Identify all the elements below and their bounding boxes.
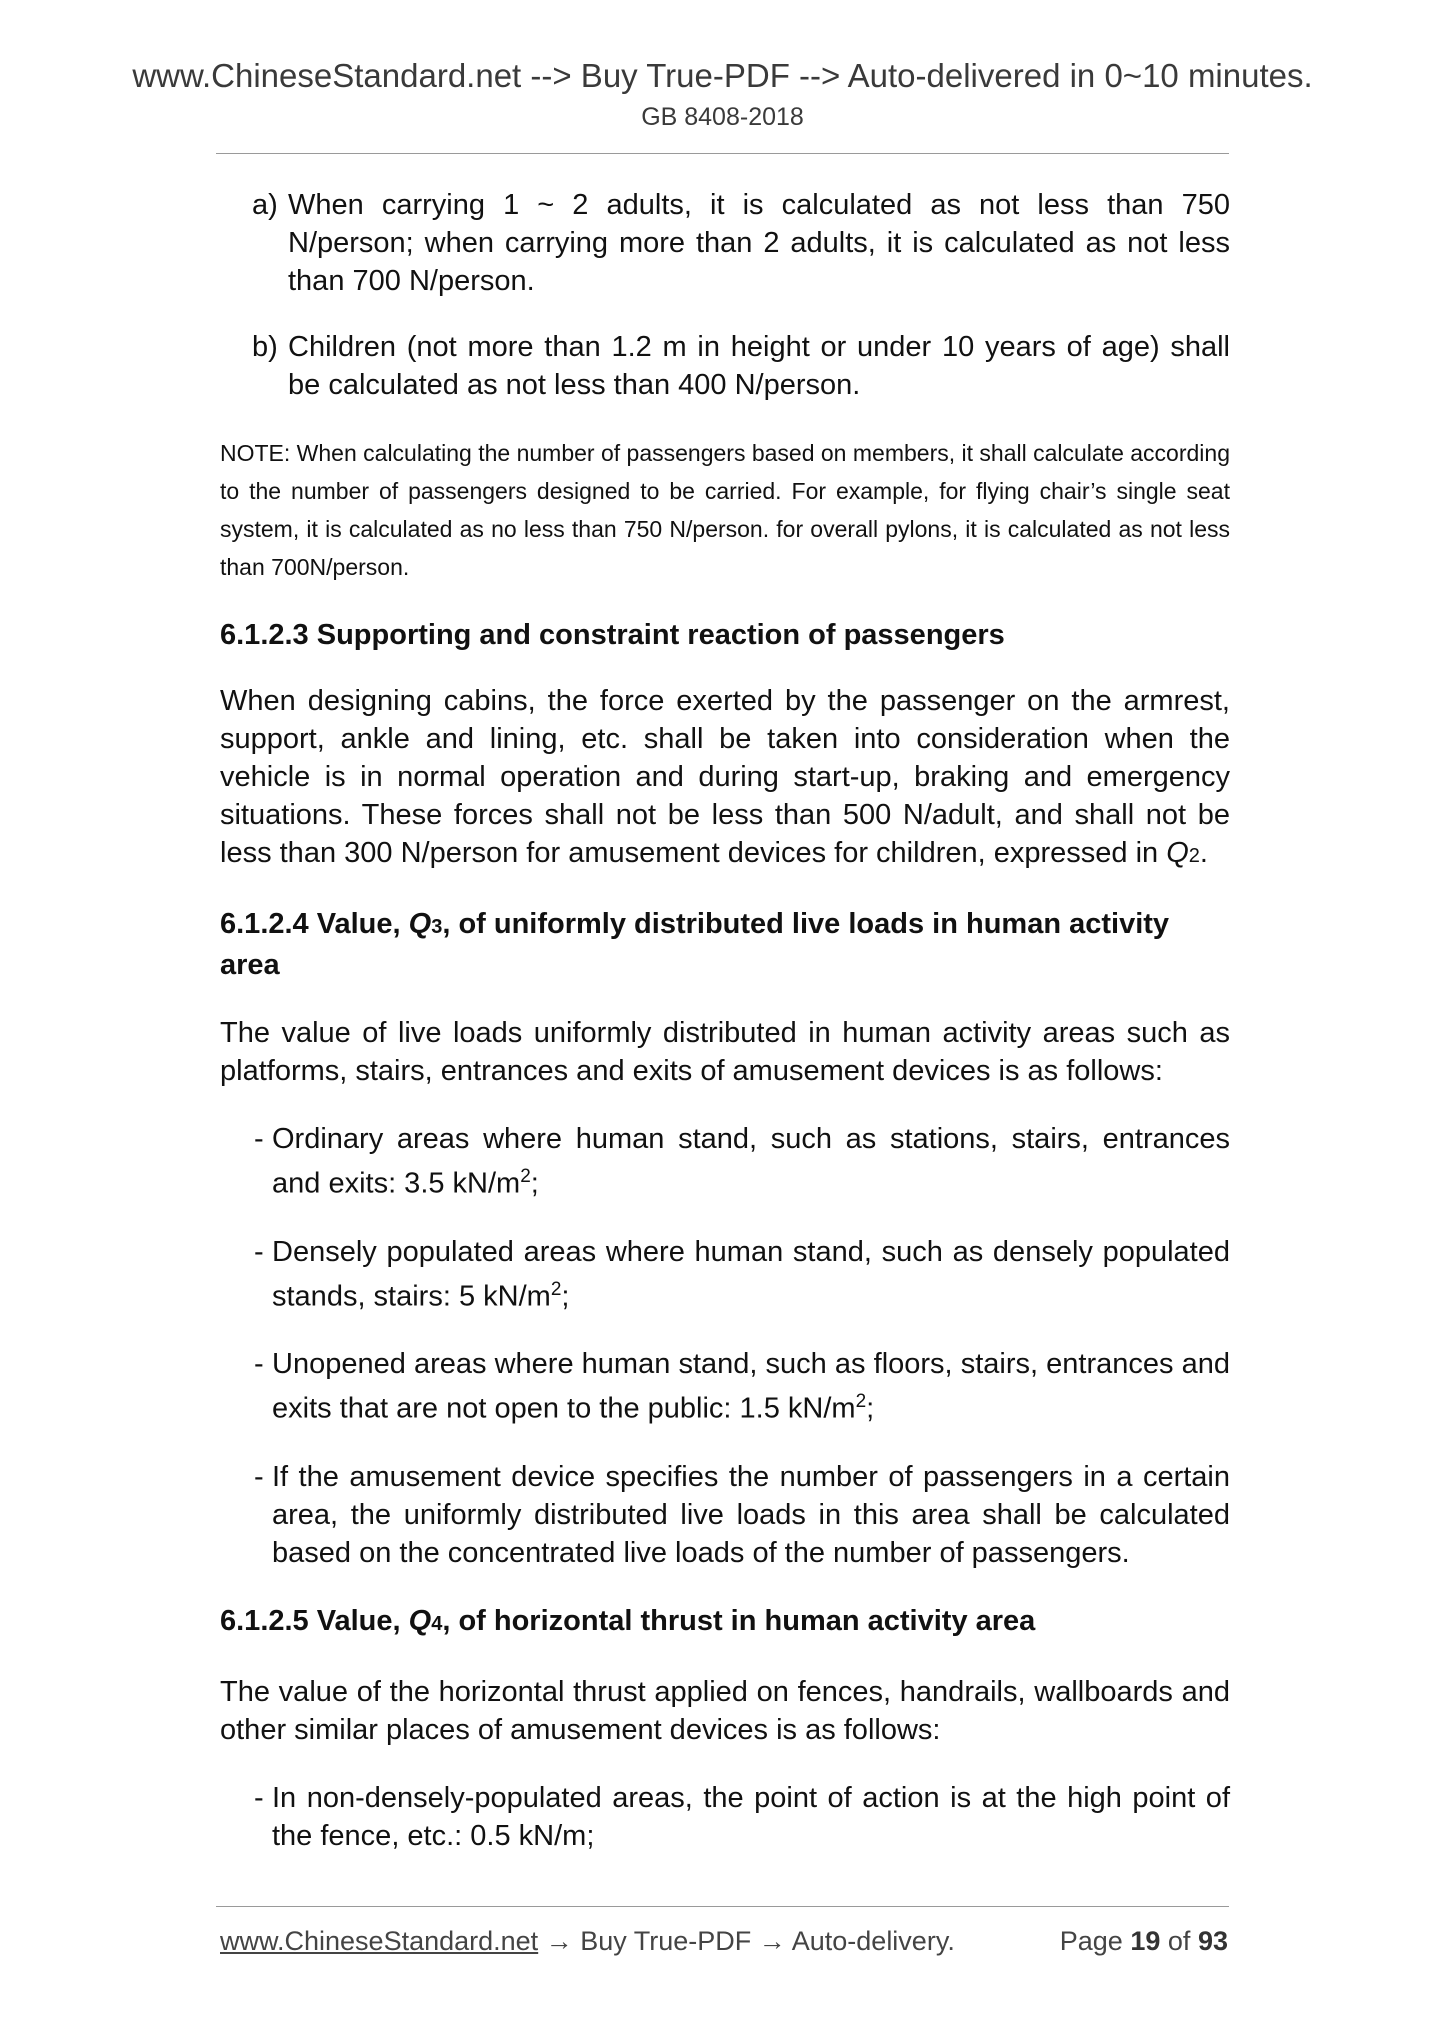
superscript: 2 [855, 1391, 867, 1413]
dash-marker: - [254, 1460, 264, 1493]
symbol-subscript: 2 [1188, 845, 1200, 867]
dash-item [220, 1779, 1230, 1855]
sentence-end: . [1199, 837, 1208, 869]
dash-item [220, 1345, 1230, 1428]
superscript: 2 [520, 1166, 531, 1187]
list-item-text: Children (not more than 1.2 m in height or under 10 years of age) shall be calculated as not less than 400 N/person. [288, 331, 1230, 401]
total-pages: 93 [1197, 1926, 1228, 1956]
dash-item-text: Densely populated areas where human stand, such as densely populated stands, stairs: 5 kN/m [272, 1235, 1230, 1313]
section-heading-6124 [220, 905, 1230, 984]
note-paragraph: NOTE: When calculating the number of passengers based on members, it shall calculate according to the number of passengers designed to be carried. For example, for flying chair’s single seat system, it is calculated as no less than 750 N/person. for overall pylons, it is calculated as not less than 700N/person. [220, 440, 1230, 580]
heading-suffix: , of horizontal thrust in human activity area [442, 1604, 1036, 1637]
dash-item [220, 1458, 1230, 1572]
section-heading-6123: 6.1.2.3 Supporting and constraint reaction of passengers [220, 619, 1005, 651]
item-end: ; [530, 1167, 539, 1200]
section-intro-6124: The value of live loads uniformly distributed in human activity areas such as platforms, stairs, entrances and exits of amusement devices is as follows: [220, 1017, 1230, 1087]
symbol-q: Q [408, 1604, 432, 1637]
of-label: of [1167, 1926, 1191, 1956]
symbol-subscript: 4 [431, 1612, 443, 1635]
header-banner: www.ChineseStandard.net --> Buy True-PDF --> Auto-delivered in 0~10 minutes. [132, 57, 1313, 94]
standard-code: GB 8408-2018 [641, 103, 804, 131]
dash-item-text: If the amusement device specifies the number of passengers in a certain area, the uniformly distributed live loads in this area shall be calculated based on the concentrated live loads of the number of passengers. [272, 1460, 1230, 1569]
page-number [1060, 1924, 1228, 1958]
dash-item [220, 1233, 1230, 1316]
section-intro-6125: The value of the horizontal thrust applied on fences, handrails, wallboards and other similar places of amusement devices is as follows: [220, 1675, 1230, 1746]
item-end: ; [866, 1392, 875, 1425]
dash-item [220, 1120, 1230, 1203]
header-divider [216, 153, 1229, 154]
dash-marker: - [254, 1781, 264, 1814]
page-content [220, 186, 1230, 1855]
dash-item-text: In non-densely-populated areas, the point of action is at the high point of the fence, etc.: 0.5 kN/m; [272, 1781, 1230, 1852]
list-item-text: When carrying 1 ~ 2 adults, it is calculated as not less than 750 N/person; when carrying more than 2 adults, it is calculated as not less than 700 N/person. [288, 189, 1230, 297]
heading-prefix: 6.1.2.4 Value, [220, 908, 401, 940]
dash-item-text: Ordinary areas where human stand, such as stations, stairs, entrances and exits: 3.5 kN/m [272, 1123, 1230, 1200]
footer-tagline: → Buy True-PDF → Auto-delivery. [538, 1926, 955, 1956]
dash-marker: - [254, 1348, 264, 1381]
dash-marker: - [254, 1235, 264, 1268]
footer-site-link[interactable]: www.ChineseStandard.net [220, 1926, 539, 1956]
section-heading-6125 [220, 1602, 1230, 1643]
item-end: ; [561, 1280, 570, 1313]
list-marker: a) [252, 189, 278, 221]
symbol-q: Q [408, 908, 432, 940]
dash-item-text: Unopened areas where human stand, such as floors, stairs, entrances and exits that are not open to the public: 1.5 kN/m [272, 1348, 1230, 1425]
heading-prefix: 6.1.2.5 Value, [220, 1604, 401, 1637]
symbol-q: Q [1166, 837, 1189, 869]
current-page: 19 [1130, 1926, 1161, 1956]
section-body-6123 [220, 682, 1230, 875]
footer-left [220, 1926, 955, 1956]
heading-suffix: , of uniformly distributed live loads in human activity area [220, 908, 1170, 981]
list-item-b [220, 328, 1230, 404]
page-footer [220, 1924, 1228, 1958]
list-marker: b) [252, 331, 278, 363]
list-item-a [220, 186, 1230, 300]
footer-divider [216, 1906, 1229, 1907]
page-label: Page [1059, 1926, 1123, 1956]
superscript: 2 [550, 1278, 562, 1300]
dash-marker: - [254, 1123, 264, 1155]
body-text: When designing cabins, the force exerted by the passenger on the armrest, support, ankle and lining, etc. shall be taken into consideration when the vehicle is in normal operation and during start-up, braking and emergency situations. These forces shall not be less than 500 N/adult, and shall not be less than 300 N/person for amusement devices for children, expressed in [220, 685, 1230, 869]
symbol-subscript: 3 [431, 916, 443, 938]
